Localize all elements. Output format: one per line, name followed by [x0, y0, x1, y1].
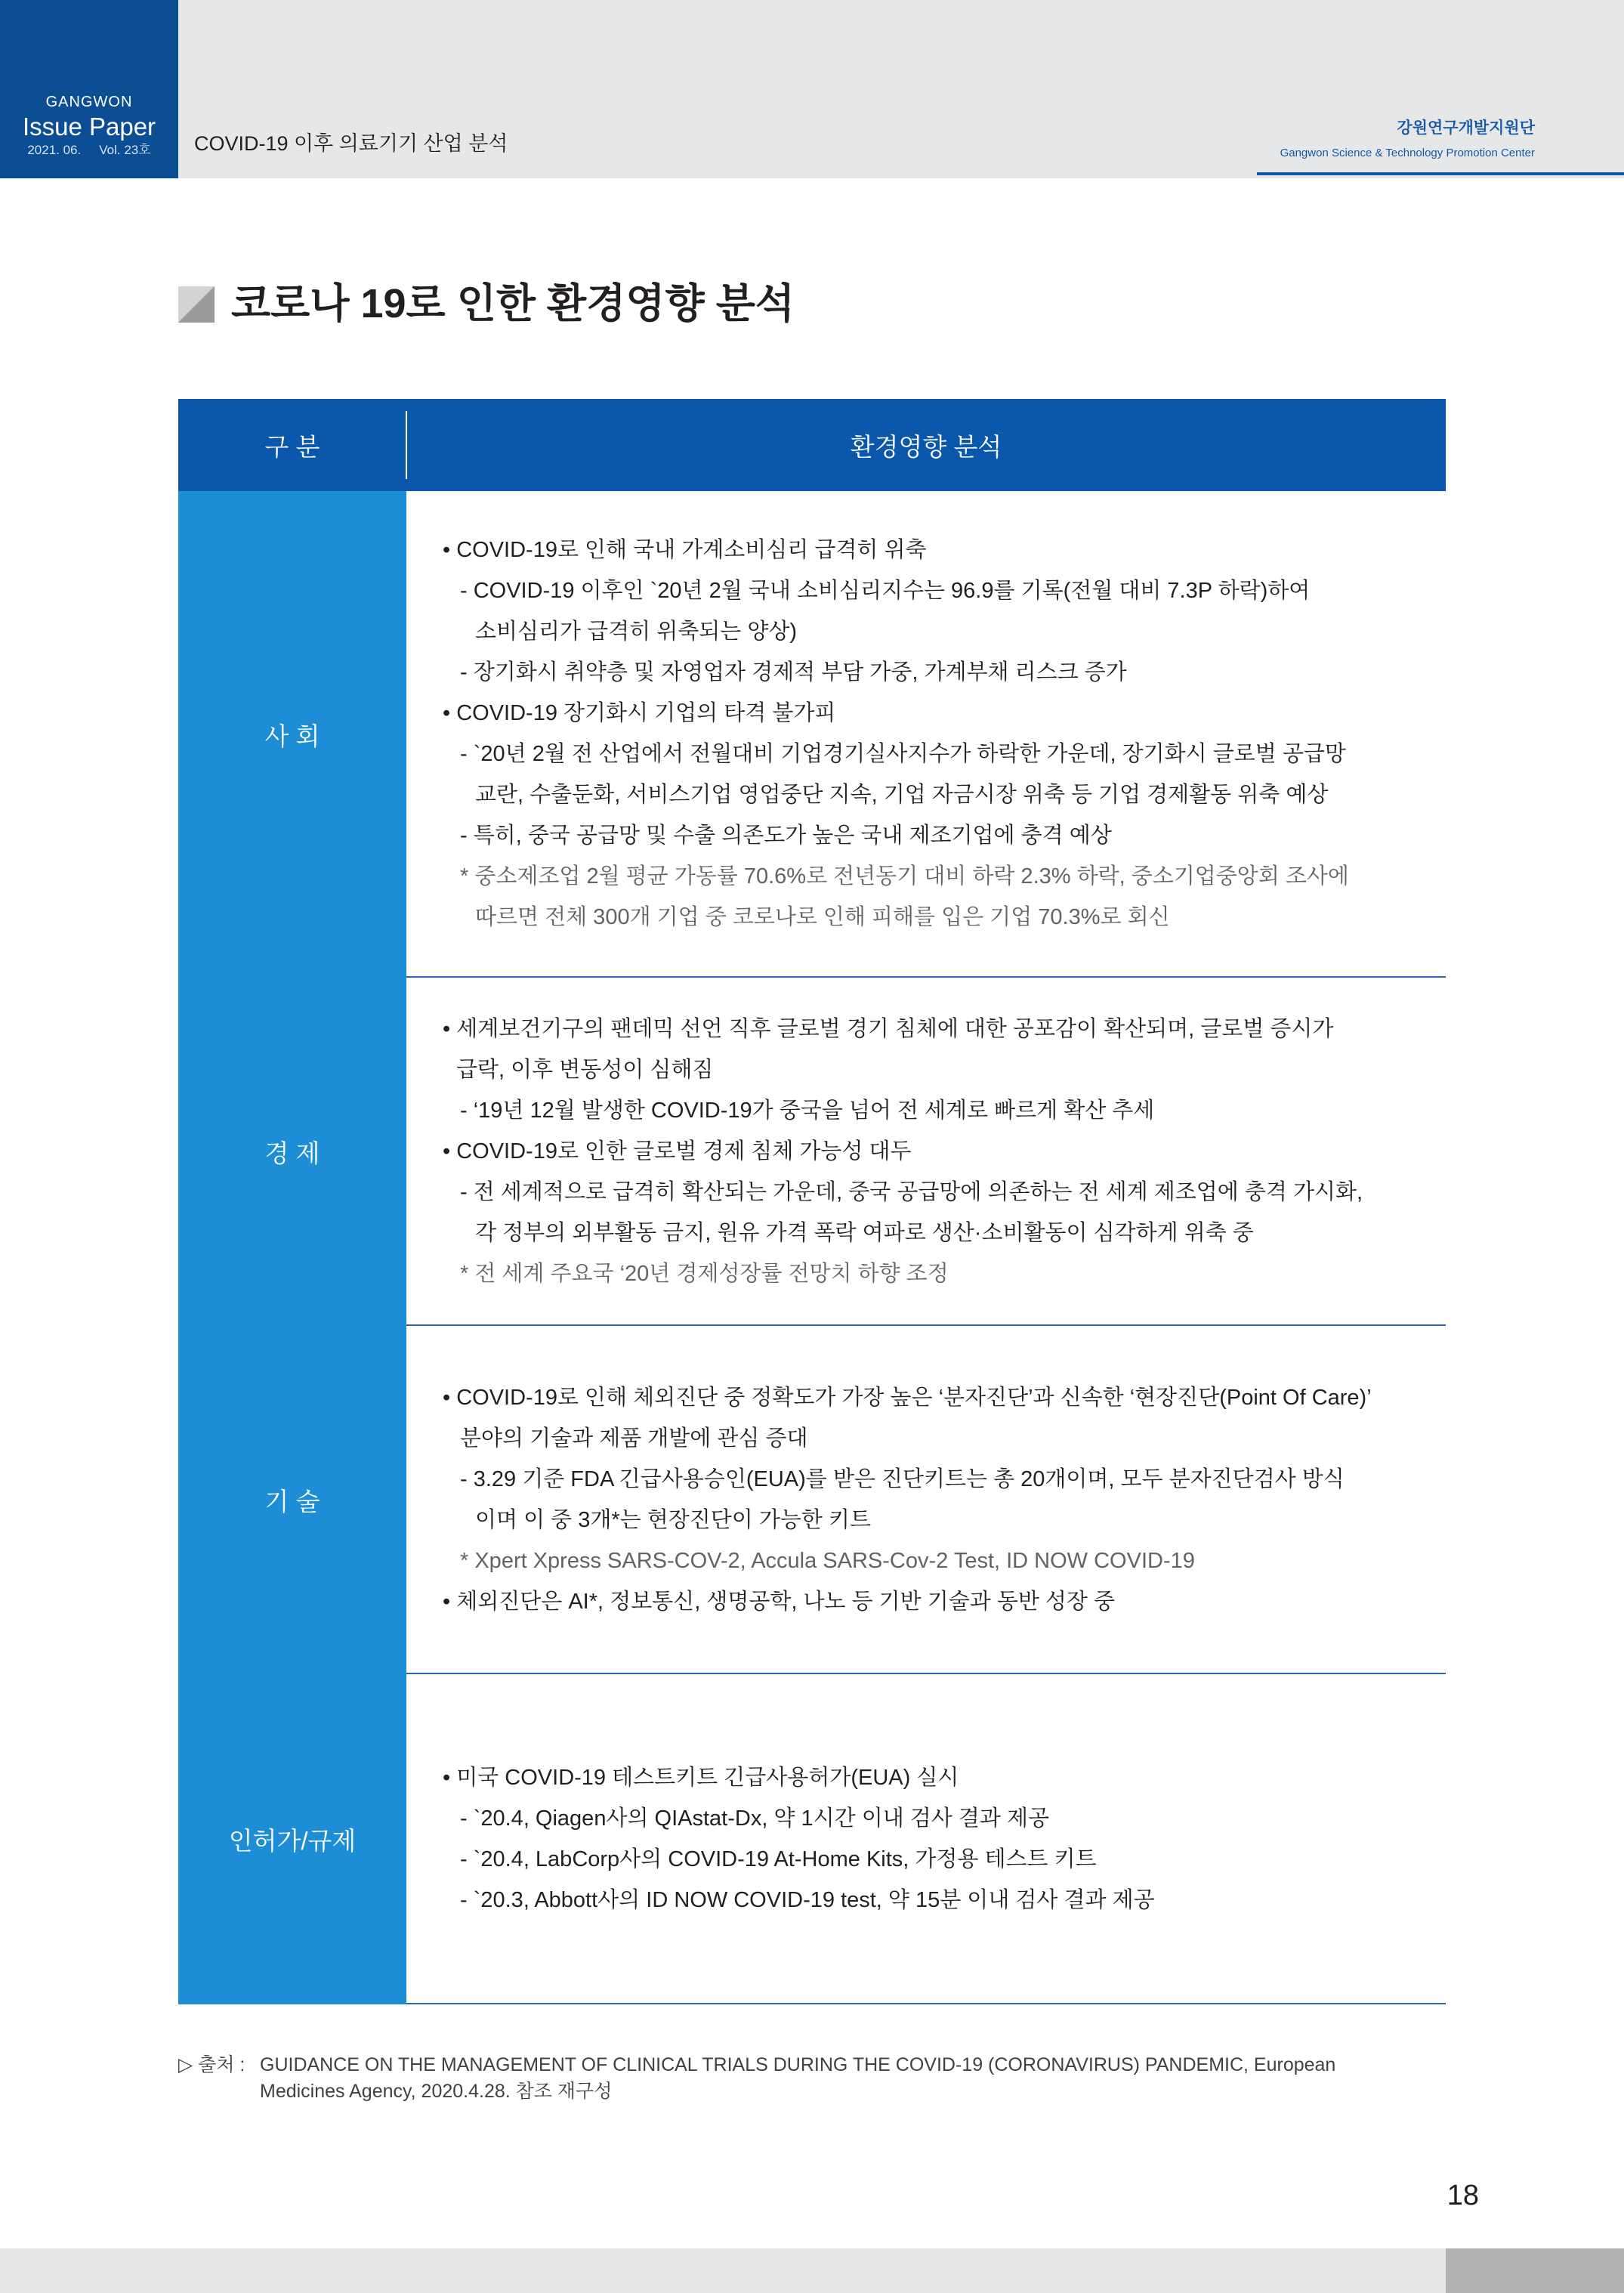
dash-line: - 특히, 중국 공급망 및 수출 의존도가 높은 국내 제조기업에 충격 예상 [460, 824, 1112, 848]
footer-band [0, 2248, 1446, 2293]
organization-name-english: Gangwon Science & Technology Promotion Center [1280, 147, 1535, 159]
row-label: 인허가/규제 [178, 1674, 406, 2004]
table-header-row [178, 399, 1446, 491]
note-line: * 중소제조업 2월 평균 가동률 70.6%로 전년동기 대비 하락 2.3% 하락, 중소기업중앙회 조사에 [460, 864, 1349, 888]
table-row-technology [178, 1326, 1446, 1674]
bullet-line: • 미국 COVID-19 테스트키트 긴급사용허가(EUA) 실시 [443, 1765, 959, 1790]
footer-accent [1446, 2248, 1624, 2293]
continuation-line: 급락, 이후 변동성이 심해짐 [456, 1057, 714, 1082]
bullet-line: • COVID-19로 인해 체외진단 중 정확도가 가장 높은 ‘분자진단’과 신속한 ‘현장진단(Point Of Care)’ [443, 1385, 1372, 1410]
row-content [406, 1674, 1446, 2004]
dash-line: - 장기화시 취약층 및 자영업자 경제적 부담 가중, 가계부채 리스크 증가 [460, 660, 1127, 685]
dash-line: - `20.4, LabCorp사의 COVID-19 At-Home Kits, 가정용 테스트 키트 [460, 1846, 1097, 1871]
continuation-line: 교란, 수출둔화, 서비스기업 영업중단 지속, 기업 자금시장 위축 등 기업 경제활동 위축 예상 [475, 783, 1329, 807]
section-title: 코로나 19로 인한 환경영향 분석 [231, 281, 795, 326]
brand-logo [0, 0, 178, 178]
table-row-regulation [178, 1674, 1446, 2004]
row-content [406, 1326, 1446, 1674]
header-divider [406, 411, 407, 479]
document-title: COVID-19 이후 의료기기 산업 분석 [194, 132, 508, 155]
continuation-line: 분야의 기술과 제품 개발에 관심 증대 [460, 1426, 808, 1451]
issue-date: 2021. 06. [27, 143, 82, 157]
source-label: ▷ 출처 : [178, 2054, 245, 2075]
row-label: 기 술 [178, 1326, 406, 1674]
impact-analysis-table [178, 399, 1446, 2004]
issue-info [0, 142, 178, 159]
source-note [178, 2052, 1335, 2105]
issue-volume: Vol. 23호 [99, 143, 151, 157]
brand-region: GANGWON [45, 94, 133, 110]
bullet-line: • 체외진단은 AI*, 정보통신, 생명공학, 나노 등 기반 기술과 동반 성장 중 [443, 1589, 1116, 1614]
dash-line: - ‘19년 12월 발생한 COVID-19가 중국을 넘어 전 세계로 빠르게 확산 추세 [460, 1098, 1155, 1123]
dash-line: - COVID-19 이후인 `20년 2월 국내 소비심리지수는 96.9를 기록(전월 대비 7.3P 하락)하여 [460, 579, 1311, 603]
page-number: 18 [1446, 2180, 1479, 2211]
note-continuation-line: 따르면 전체 300개 기업 중 코로나로 인해 피해를 입은 기업 70.3%로 회신 [475, 905, 1170, 929]
table-row-economy [178, 978, 1446, 1326]
continuation-line: 이며 이 중 3개*는 현장진단이 가능한 키트 [475, 1507, 871, 1532]
row-content [406, 978, 1446, 1326]
gray-square-icon [178, 286, 215, 323]
continuation-line: 소비심리가 급격히 위축되는 양상) [475, 620, 798, 644]
dash-line: - `20.3, Abbott사의 ID NOW COVID-19 test, 약 15분 이내 검사 결과 제공 [460, 1887, 1155, 1912]
header-rule [1257, 172, 1624, 175]
source-line: Medicines Agency, 2020.4.28. 참조 재구성 [260, 2081, 613, 2102]
column-header-analysis: 환경영향 분석 [850, 432, 1002, 461]
brand-name: Issue Paper [22, 113, 156, 141]
dash-line: - 3.29 기준 FDA 긴급사용승인(EUA)를 받은 진단키트는 총 20개이며, 모두 분자진단검사 방식 [460, 1466, 1345, 1491]
note-line: * 전 세계 주요국 ‘20년 경제성장률 전망치 하향 조정 [460, 1261, 949, 1286]
dash-line: - `20.4, Qiagen사의 QIAstat-Dx, 약 1시간 이내 검사 결과 제공 [460, 1806, 1050, 1831]
bullet-line: • 세계보건기구의 팬데믹 선언 직후 글로벌 경기 침체에 대한 공포감이 확산되며, 글로벌 증시가 [443, 1016, 1334, 1041]
dash-line: - 전 세계적으로 급격히 확산되는 가운데, 중국 공급망에 의존하는 전 세계 제조업에 충격 가시화, [460, 1179, 1363, 1204]
source-line: GUIDANCE ON THE MANAGEMENT OF CLINICAL TRIALS DURING THE COVID-19 (CORONAVIRUS) PANDEMIC, European [260, 2054, 1336, 2075]
continuation-line: 각 정부의 외부활동 금지, 원유 가격 폭락 여파로 생산·소비활동이 심각하게 위축 중 [475, 1220, 1254, 1245]
source-text [260, 2052, 1335, 2105]
table-row-society [178, 491, 1446, 978]
dash-line: - `20년 2월 전 산업에서 전월대비 기업경기실사지수가 하락한 가운데, 장기화시 글로벌 공급망 [460, 742, 1346, 766]
row-content [406, 491, 1446, 978]
bullet-line: • COVID-19 장기화시 기업의 타격 불가피 [443, 701, 836, 725]
note-line: * Xpert Xpress SARS-COV-2, Accula SARS-Cov-2 Test, ID NOW COVID-19 [460, 1548, 1195, 1573]
row-label: 사 회 [178, 491, 406, 978]
row-label: 경 제 [178, 978, 406, 1326]
organization-name: 강원연구개발지원단 [1397, 119, 1535, 137]
column-header-category: 구 분 [264, 432, 320, 461]
bullet-line: • COVID-19로 인해 국내 가계소비심리 급격히 위축 [443, 538, 927, 562]
bullet-line: • COVID-19로 인한 글로벌 경제 침체 가능성 대두 [443, 1139, 912, 1163]
